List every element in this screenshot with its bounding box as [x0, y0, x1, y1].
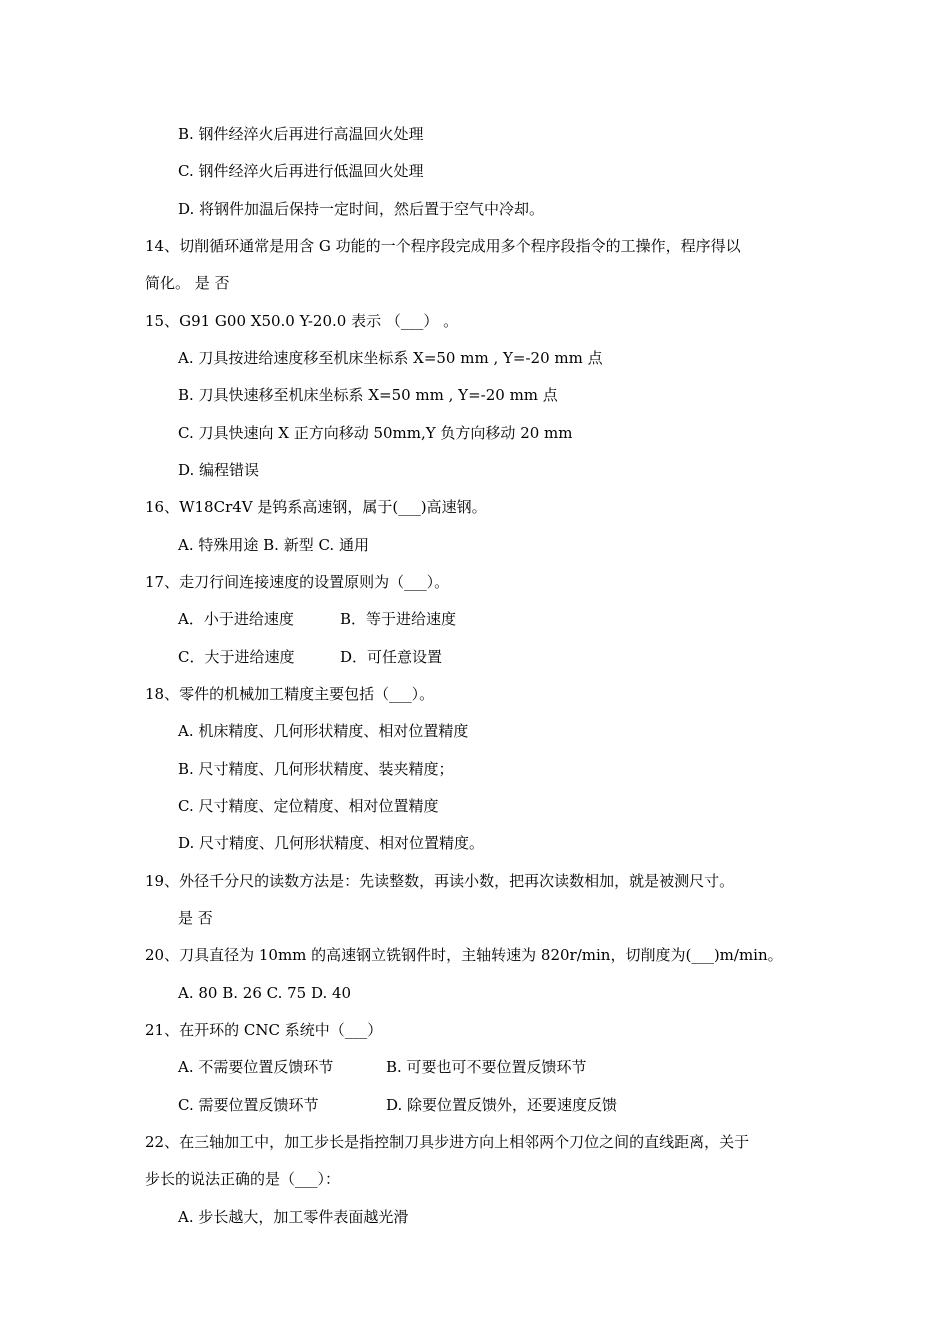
- question-21: 21、在开环的 CNC 系统中（___）: [145, 1021, 383, 1039]
- option-17-b: B．等于进给速度: [340, 610, 457, 628]
- question-16: 16、W18Cr4V 是钨系高速钢，属于(___)高速钢。: [145, 498, 487, 516]
- option-18-a: A. 机床精度、几何形状精度、相对位置精度: [178, 722, 469, 740]
- option-15-b: B. 刀具快速移至机床坐标系 X=50 mm , Y=-20 mm 点: [178, 386, 558, 404]
- option-21-c: C. 需要位置反馈环节: [178, 1096, 319, 1114]
- question-22-cont: 步长的说法正确的是（___）：: [145, 1170, 341, 1188]
- option-17-a: A．小于进给速度: [178, 610, 294, 628]
- option-21-d: D. 除要位置反馈外，还要速度反馈: [386, 1096, 618, 1114]
- question-20: 20、刀具直径为 10mm 的高速钢立铣钢件时，主轴转速为 820r/min，切削度为(___)m/min。: [145, 946, 783, 964]
- option-22-a: A. 步长越大，加工零件表面越光滑: [178, 1208, 409, 1226]
- option-13-b: B. 钢件经淬火后再进行高温回火处理: [178, 125, 424, 143]
- option-15-d: D. 编程错误: [178, 461, 260, 479]
- question-15: 15、G91 G00 X50.0 Y-20.0 表示 （___） 。: [145, 312, 459, 330]
- option-21-a: A. 不需要位置反馈环节: [178, 1058, 334, 1076]
- options-21-row2: [178, 1095, 617, 1115]
- question-18: 18、零件的机械加工精度主要包括（___）。: [145, 685, 435, 703]
- question-14: 14、切削循环通常是用含 G 功能的一个程序段完成用多个程序段指令的工操作，程序得以: [145, 237, 741, 255]
- option-13-d: D. 将钢件加温后保持一定时间，然后置于空气中冷却。: [178, 200, 545, 218]
- question-19-answer: 是 否: [178, 909, 213, 927]
- question-17: 17、走刀行间连接速度的设置原则为（___）。: [145, 573, 450, 591]
- option-18-b: B. 尺寸精度、几何形状精度、装夹精度；: [178, 760, 454, 778]
- question-22: 22、在三轴加工中，加工步长是指控制刀具步进方向上相邻两个刀位之间的直线距离，关于: [145, 1133, 750, 1151]
- options-16: A. 特殊用途 B. 新型 C. 通用: [178, 536, 369, 554]
- options-17-row2: [178, 647, 442, 667]
- option-18-c: C. 尺寸精度、定位精度、相对位置精度: [178, 797, 439, 815]
- option-17-d: D．可任意设置: [340, 648, 443, 666]
- option-13-c: C. 钢件经淬火后再进行低温回火处理: [178, 162, 424, 180]
- options-17-row1: [178, 609, 456, 629]
- option-21-b: B. 可要也可不要位置反馈环节: [386, 1058, 587, 1076]
- options-21-row1: [178, 1057, 587, 1077]
- options-20: A. 80 B. 26 C. 75 D. 40: [178, 984, 352, 1002]
- question-14-cont: 简化。 是 否: [145, 274, 230, 292]
- option-15-a: A. 刀具按进给速度移至机床坐标系 X=50 mm , Y=-20 mm 点: [178, 349, 603, 367]
- option-18-d: D. 尺寸精度、几何形状精度、相对位置精度。: [178, 834, 485, 852]
- option-15-c: C. 刀具快速向 X 正方向移动 50mm,Y 负方向移动 20 mm: [178, 424, 573, 442]
- question-19: 19、外径千分尺的读数方法是：先读整数，再读小数，把再次读数相加，就是被测尺寸。: [145, 872, 735, 890]
- option-17-c: C．大于进给速度: [178, 648, 295, 666]
